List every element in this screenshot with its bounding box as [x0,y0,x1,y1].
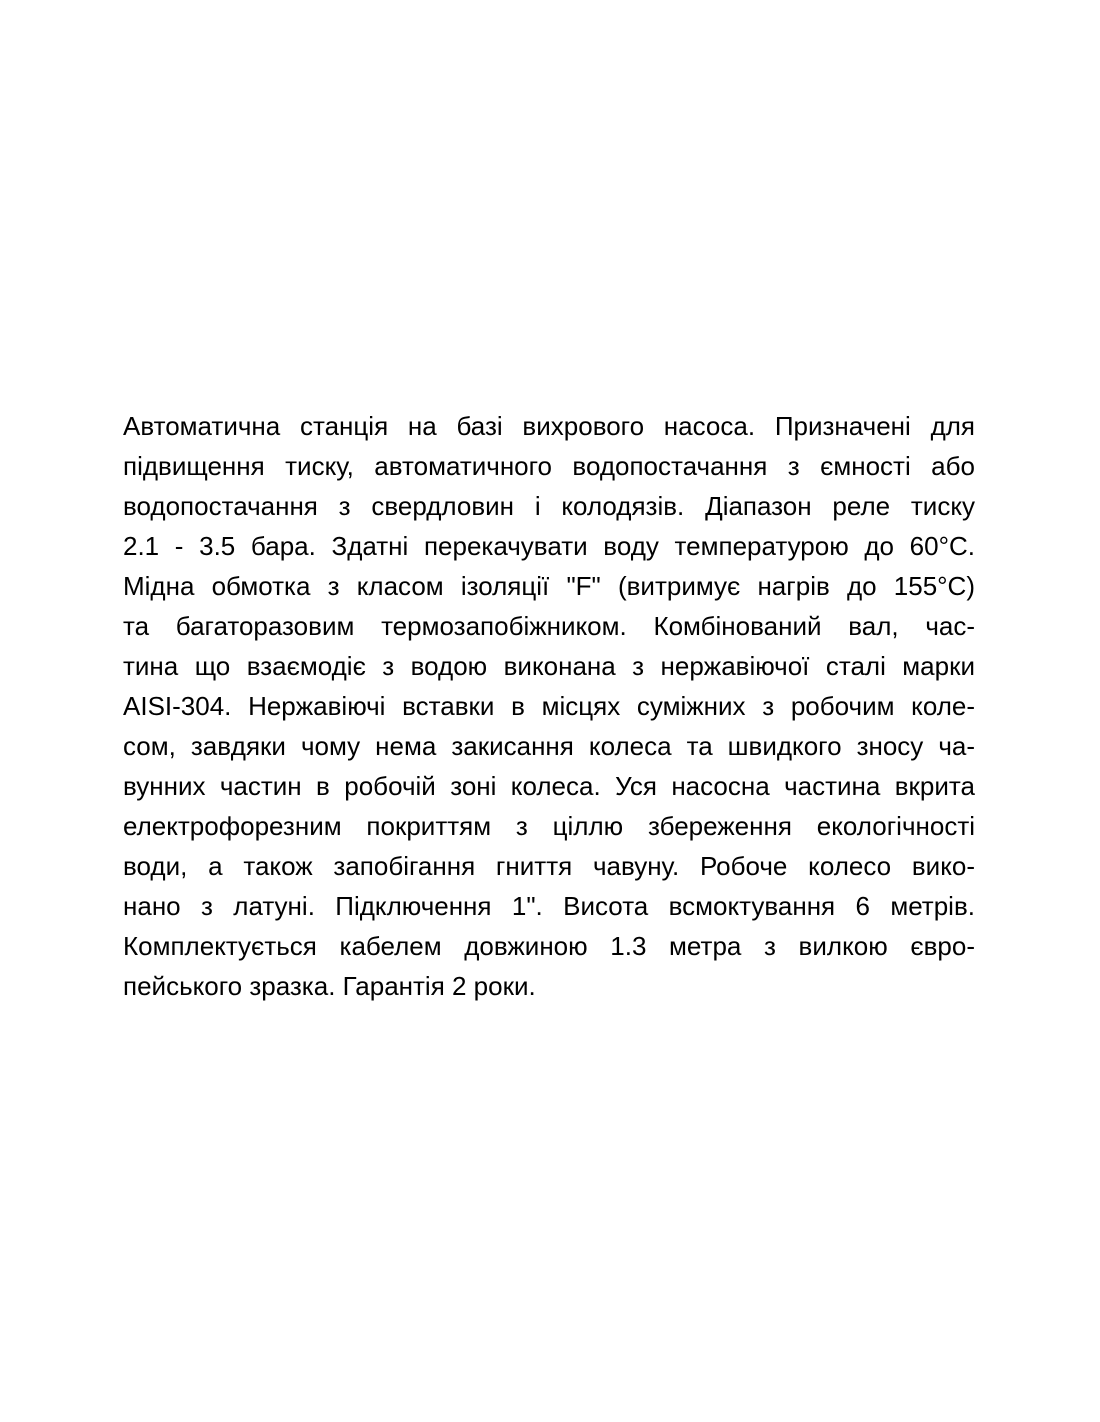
text-line: електрофорезним покриттям з ціллю збереження екологічності [123,811,975,841]
text-line: Автоматична станція на базі вихрового насоса. Призначені для [123,411,975,441]
product-description [123,406,975,1006]
text-line: та багаторазовим термозапобіжником. Комбінований вал, час- [123,611,975,641]
text-line: Мідна обмотка з класом ізоляції "F" (витримує нагрів до 155°С) [123,571,975,601]
text-line: 2.1 - 3.5 бара. Здатні перекачувати воду температурою до 60°С. [123,531,975,561]
text-line: водопостачання з свердловин і колодязів. Діапазон реле тиску [123,491,975,521]
text-line: підвищення тиску, автоматичного водопостачання з ємності або [123,451,975,481]
text-line: нано з латуні. Підключення 1". Висота всмоктування 6 метрів. [123,891,975,921]
text-line: сом, завдяки чому нема закисання колеса та швидкого зносу ча- [123,731,975,761]
text-line: Комплектується кабелем довжиною 1.3 метра з вилкою євро- [123,931,975,961]
text-line: вунних частин в робочій зоні колеса. Уся насосна частина вкрита [123,771,975,801]
text-line: AISI-304. Нержавіючі вставки в місцях суміжних з робочим коле- [123,691,975,721]
text-line: пейського зразка. Гарантія 2 роки. [123,971,536,1001]
text-line: тина що взаємодіє з водою виконана з нержавіючої сталі марки [123,651,975,681]
text-line: води, а також запобігання гниття чавуну. Робоче колесо вико- [123,851,975,881]
